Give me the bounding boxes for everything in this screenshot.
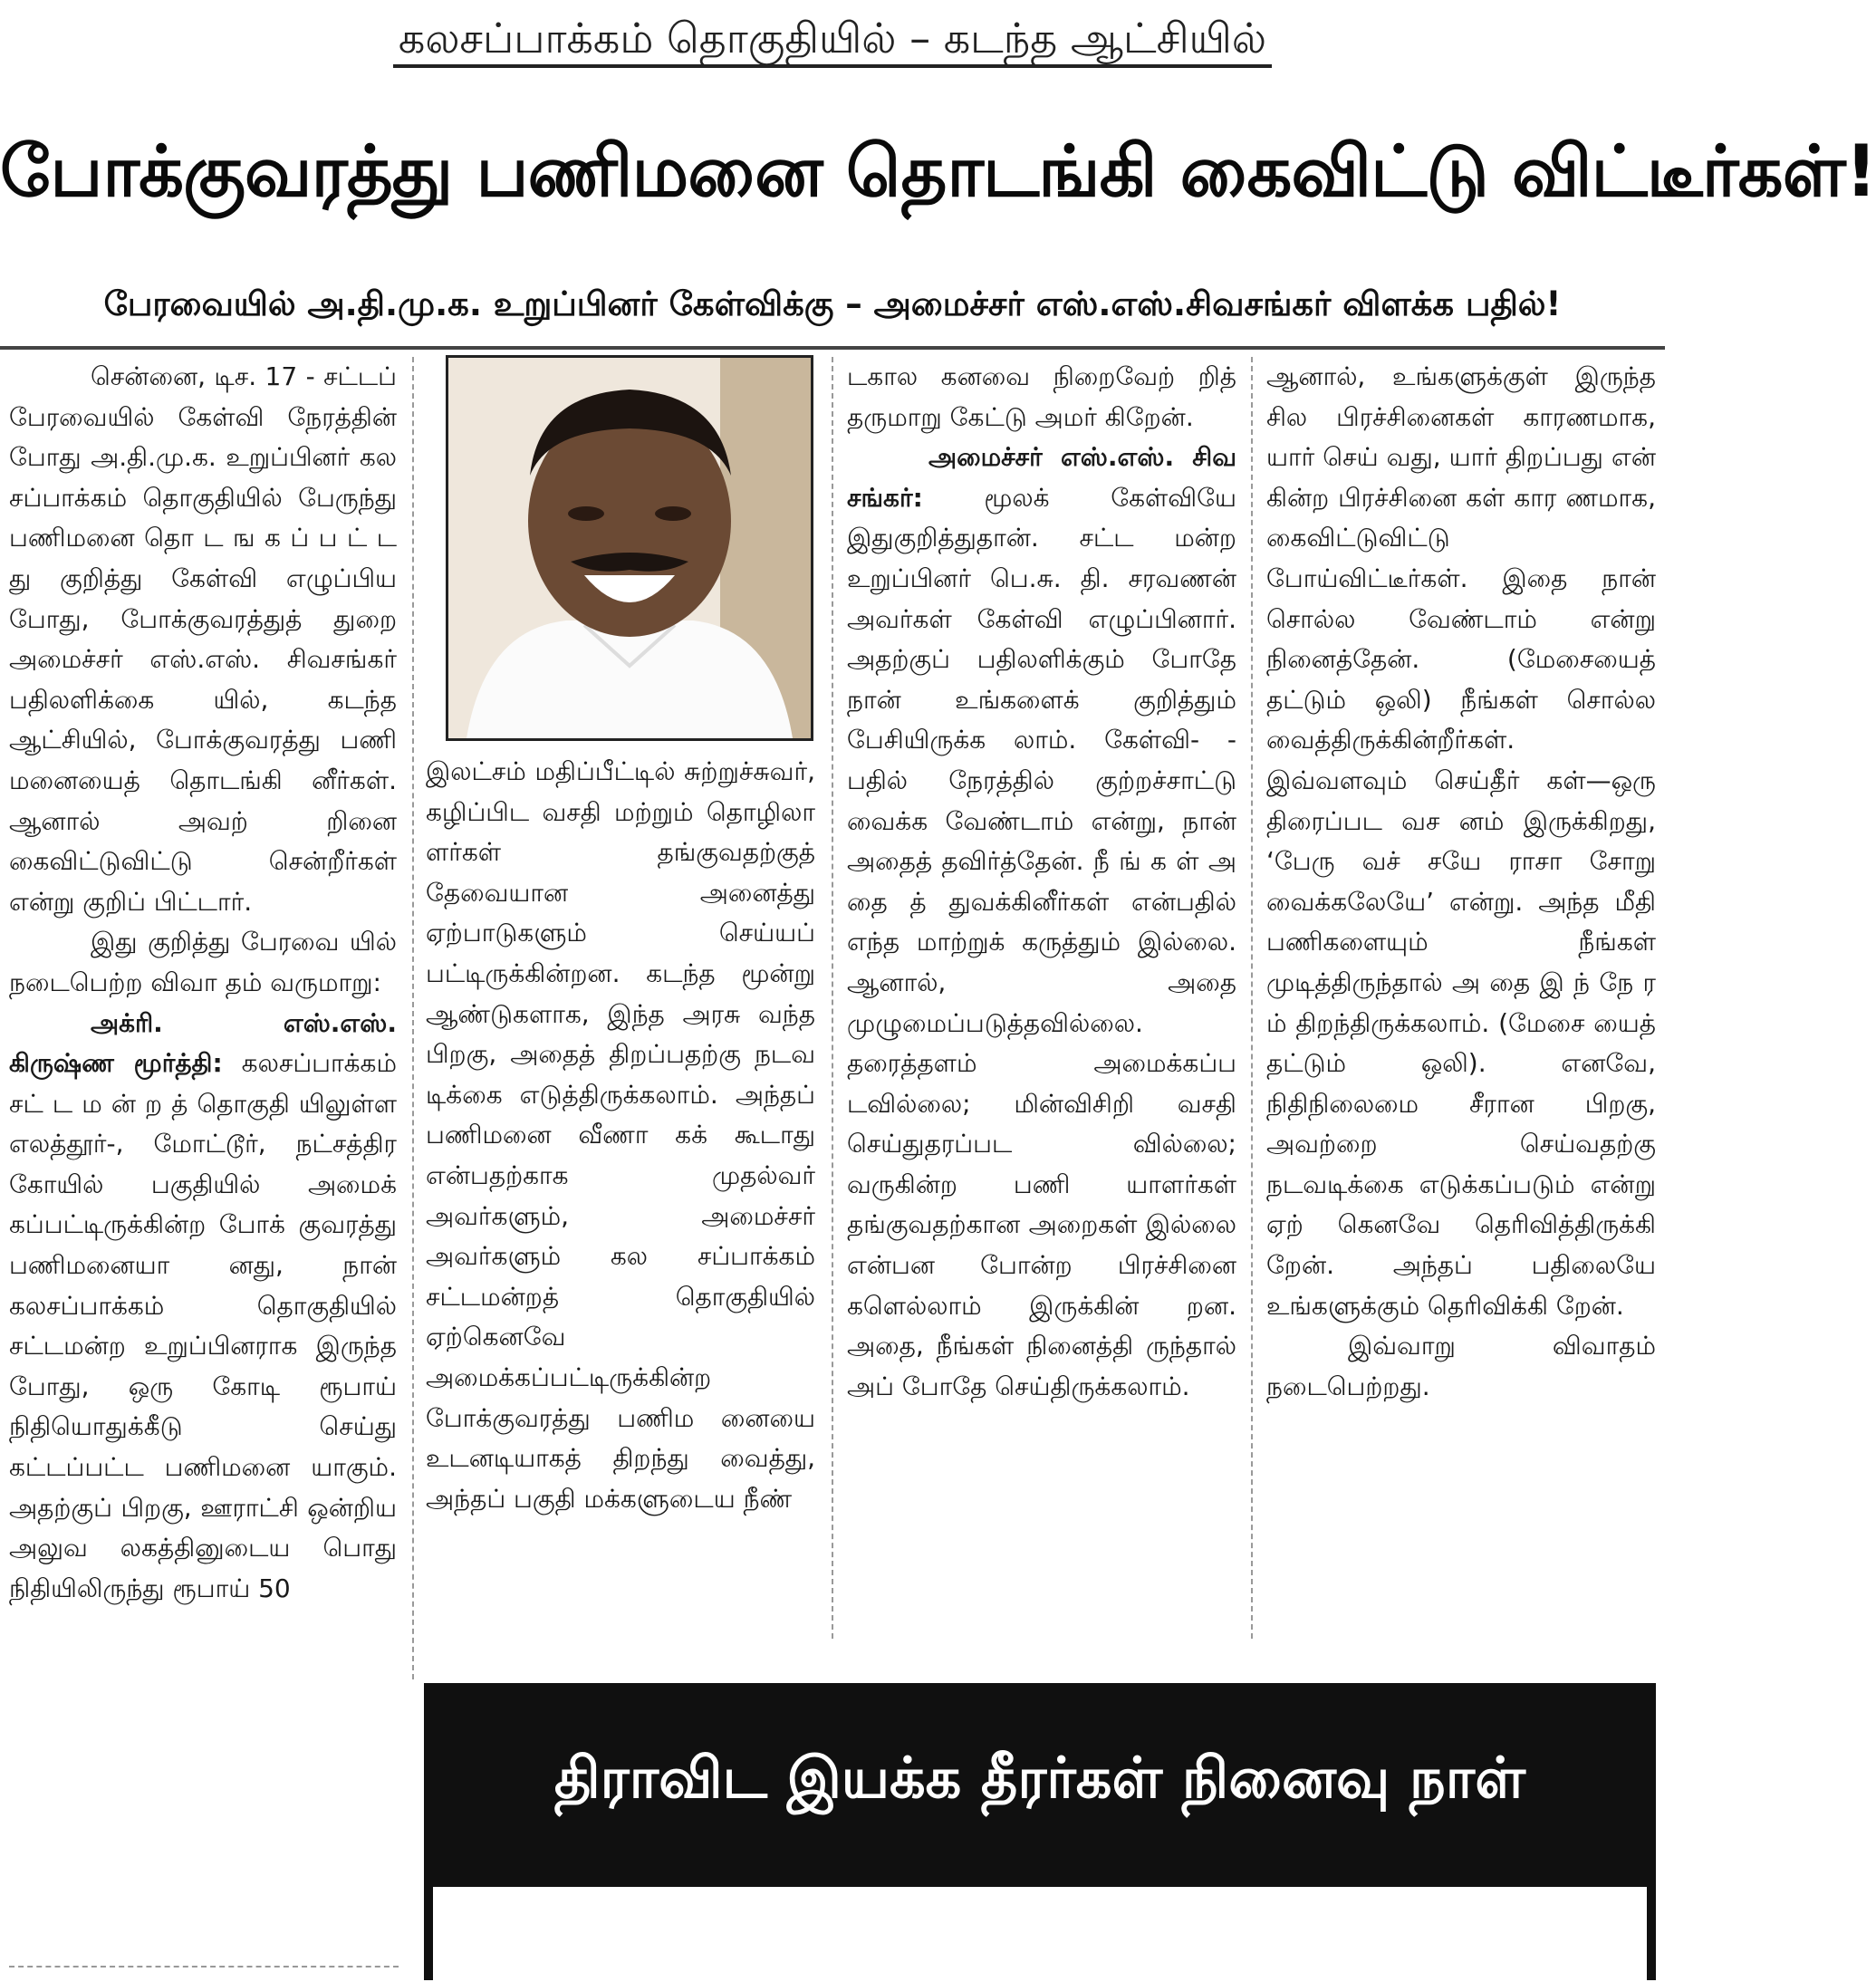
subheadline: பேரவையில் அ.தி.மு.க. உறுப்பினர் கேள்விக்கு – அமைச்சர் எஸ்.எஸ்.சிவசங்கர் விளக்க பதில்! [103, 284, 1562, 323]
paragraph-closing: இவ்வாறு விவாதம் நடைபெற்றது. [1266, 1331, 1656, 1401]
kicker [0, 0, 1665, 76]
paragraph-dateline: சென்னை, டிச. 17 - சட்டப் பேரவையில் கேள்வி நேரத்தின் போது அ.தி.மு.க. உறுப்பினர் கல சப்பாக்கம் தொகுதியில் பேருந்து பணிமனை தொ ட ங க ப் ப ட் ட து குறித்து கேள்வி எழுப்பிய போது, போக்குவரத்துத் துறை அமைச்சர் எஸ்.எஸ். சிவசங்கர் பதிலளிக்கை யில், கடந்த ஆட்சியில், போக்குவரத்து பணி மனையைத் தொடங்கி னீர்கள். ஆனால் அவற் றினை கைவிட்டுவிட்டு சென்றீர்கள் என்று குறிப் பிட்டார். [9, 361, 397, 917]
paragraph-answer [847, 438, 1236, 1407]
column-divider [832, 357, 833, 1639]
paragraph-intro: இது குறித்து பேரவை யில் நடைபெற்ற விவா தம் வருமாறு: [9, 927, 397, 997]
paragraph-question-cont: இலட்சம் மதிப்பீட்டில் சுற்றுச்சுவர், கழிப்பிட வசதி மற்றும் தொழிலா ளர்கள் தங்குவதற்குத் தேவையான அனைத்து ஏற்பாடுகளும் செய்யப் பட்டிருக்கின்றன. கடந்த மூன்று ஆண்டுகளாக, இந்த அரசு வந்த பிறகு, அதைத் திறப்பதற்கு நடவ டிக்கை எடுத்திருக்கலாம். அந்தப் பணிமனை வீணா கக் கூடாது என்பதற்காக முதல்வர் அவர்களும், அமைச்சர் அவர்களும் கல சப்பாக்கம் சட்டமன்றத் தொகுதியில் ஏற்கெனவே அமைக்கப்பட்டிருக்கின்ற போக்குவரத்து பணிம னையை உடனடியாகத் திறந்து வைத்து, அந்தப் பகுதி மக்களுடைய நீண் [426, 756, 815, 1514]
article-column-3 [847, 357, 1236, 1407]
article-column-4 [1266, 357, 1656, 1407]
paragraph-question [9, 1004, 397, 1610]
article-column-2 [426, 752, 815, 1519]
banner-content-area [433, 1887, 1647, 1980]
speaker-name: அக்ரி. எஸ்.எஸ். கிருஷ்ண மூர்த்தி: [9, 1007, 397, 1079]
paragraph-question-end: டகால கனவை நிறைவேற் றித் தருமாறு கேட்டு அமர் கிறேன். [847, 361, 1236, 432]
memorial-banner [424, 1683, 1656, 1980]
column-divider [412, 357, 414, 1679]
article-column-1 [9, 357, 397, 1609]
column-divider [1251, 357, 1253, 1639]
portrait-photo [446, 355, 813, 741]
next-article-edge [9, 1966, 399, 1982]
speaker-name: அமைச்சர் எஸ்.எஸ். சிவ சங்கர்: [847, 442, 1236, 513]
speech-text: கலசப்பாக்கம் சட் ட ம ன் ற த் தொகுதி யிலுள்ள எலத்தூர்-, மோட்டூர், நட்சத்திர கோயில் பகுதியில் அமைக் கப்பட்டிருக்கின்ற போக் குவரத்து பணிமனையா னது, நான் கலசப்பாக்கம் தொகுதியில் சட்டமன்ற உறுப்பினராக இருந்த போது, ஒரு கோடி ரூபாய் நிதியொதுக்கீடு செய்து கட்டப்பட்ட பணிமனை யாகும். அதற்குப் பிறகு, ஊராட்சி ஒன்றிய அலுவ லகத்தினுடைய பொது நிதியிலிருந்து ரூபாய் 50 [9, 1048, 397, 1603]
paragraph-answer-cont: ஆனால், உங்களுக்குள் இருந்த சில பிரச்சினைகள் காரணமாக, யார் செய் வது, யார் திறப்பது என் கின்ற பிரச்சினை கள் கார ணமாக, கைவிட்டுவிட்டு போய்விட்டீர்கள். இதை நான் சொல்ல வேண்டாம் என்று நினைத்தேன். (மேசையைத் தட்டும் ஒலி) நீங்கள் சொல்ல வைத்திருக்கின்றீர்கள். இவ்வளவும் செய்தீர் கள்—ஒரு திரைப்பட வச னம் இருக்கிறது, ‘பேரு வச் சயே ராசா சோறு வைக்கலேயே’ என்று. அந்த மீதி பணிகளையும் நீங்கள் முடித்திருந்தால் அ தை இ ந் நே ர ம் திறந்திருக்கலாம். (மேசை யைத் தட்டும் ஒலி). எனவே, நிதிநிலைமை சீரான பிறகு, அவற்றை செய்வதற்கு நடவடிக்கை எடுக்கப்படும் என்று ஏற் கெனவே தெரிவித்திருக்கி றேன். அந்தப் பதிலையே உங்களுக்கும் தெரிவிக்கி றேன். [1266, 361, 1656, 1321]
banner-title: திராவிட இயக்க தீரர்கள் நினைவு நாள் [553, 1745, 1526, 1811]
kicker-text: கலசப்பாக்கம் தொகுதியில் – கடந்த ஆட்சியில் [393, 14, 1272, 68]
portrait-photo-icon [448, 358, 811, 738]
speech-text: மூலக் கேள்வியே இதுகுறித்துதான். சட்ட மன்ற உறுப்பினர் பெ.சு. தி. சரவணன் அவர்கள் கேள்வி எழுப்பினார். அதற்குப் பதிலளிக்கும் போதே நான் உங்களைக் குறித்தும் பேசியிருக்க லாம். கேள்வி- - பதில் நேரத்தில் குற்றச்சாட்டு வைக்க வேண்டாம் என்று, நான் அதைத் தவிர்த்தேன். நீ ங் க ள் அ தை த் துவக்கினீர்கள் என்பதில் எந்த மாற்றுக் கருத்தும் இல்லை. ஆனால், அதை முழுமைப்படுத்தவில்லை. தரைத்தளம் அமைக்கப்ப டவில்லை; மின்விசிறி வசதி செய்துதரப்பட வில்லை; வருகின்ற பணி யாளர்கள் தங்குவதற்கான அறைகள் இல்லை என்பன போன்ற பிரச்சினை களெல்லாம் இருக்கின் றன. அதை, நீங்கள் நினைத்தி ருந்தால் அப் போதே செய்திருக்கலாம். [847, 482, 1236, 1401]
headline: போக்குவரத்து பணிமனை தொடங்கி கைவிட்டு விட்டீர்கள்! [0, 131, 1876, 213]
header-rule [0, 346, 1665, 350]
